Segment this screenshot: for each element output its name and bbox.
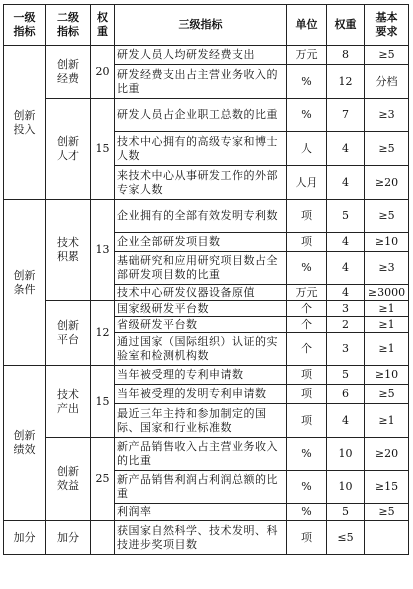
requirement-cell: ≥1 xyxy=(365,301,409,317)
unit-cell: 项 xyxy=(287,200,327,233)
unit-cell: 个 xyxy=(287,333,327,366)
table-row xyxy=(4,99,409,132)
unit-cell: % xyxy=(287,99,327,132)
requirement-cell: ≥20 xyxy=(365,166,409,200)
unit-cell: 项 xyxy=(287,385,327,404)
weight-cell: 4 xyxy=(327,233,365,252)
requirement-cell xyxy=(365,521,409,555)
level2-weight xyxy=(91,521,115,555)
requirement-cell: ≥5 xyxy=(365,46,409,65)
weight-cell: 6 xyxy=(327,385,365,404)
indicator-cell: 来技术中心从事研发工作的外部专家人数 xyxy=(115,166,287,200)
weight-cell: 4 xyxy=(327,404,365,438)
requirement-cell: ≥10 xyxy=(365,366,409,385)
unit-cell: 个 xyxy=(287,301,327,317)
weight-cell: 10 xyxy=(327,438,365,471)
indicator-cell: 当年被受理的专利申请数 xyxy=(115,366,287,385)
header-weight3: 权重 xyxy=(327,5,365,46)
indicator-cell: 企业全部研发项目数 xyxy=(115,233,287,252)
requirement-cell: ≥3 xyxy=(365,99,409,132)
level2-cell: 技术积累 xyxy=(46,200,91,301)
weight-cell: 3 xyxy=(327,333,365,366)
unit-cell: 项 xyxy=(287,404,327,438)
requirement-cell: ≥1 xyxy=(365,404,409,438)
requirement-cell: ≥5 xyxy=(365,132,409,166)
level2-cell: 创新人才 xyxy=(46,99,91,200)
requirement-cell: ≥15 xyxy=(365,471,409,504)
header-level1: 一级指标 xyxy=(4,5,46,46)
level1-cell: 创新投入 xyxy=(4,46,46,200)
level1-cell: 创新条件 xyxy=(4,200,46,366)
indicator-cell: 研发人员占企业职工总数的比重 xyxy=(115,99,287,132)
requirement-cell: ≥3 xyxy=(365,252,409,285)
requirement-cell: ≥1 xyxy=(365,333,409,366)
level1-cell: 加分 xyxy=(4,521,46,555)
unit-cell: 万元 xyxy=(287,46,327,65)
weight-cell: 2 xyxy=(327,317,365,333)
unit-cell: % xyxy=(287,504,327,521)
indicator-table xyxy=(3,4,409,555)
requirement-cell: ≥1 xyxy=(365,317,409,333)
unit-cell: 项 xyxy=(287,233,327,252)
weight-cell: 5 xyxy=(327,504,365,521)
indicator-cell: 最近三年主持和参加制定的国际、国家和行业标准数 xyxy=(115,404,287,438)
header-level2: 二级指标 xyxy=(46,5,91,46)
level2-weight: 12 xyxy=(91,301,115,366)
requirement-cell: ≥5 xyxy=(365,200,409,233)
unit-cell: 人月 xyxy=(287,166,327,200)
indicator-cell: 研发经费支出占主营业务收入的比重 xyxy=(115,65,287,99)
level2-cell: 加分 xyxy=(46,521,91,555)
weight-cell: 10 xyxy=(327,471,365,504)
weight-cell: 4 xyxy=(327,285,365,301)
level2-cell: 创新经费 xyxy=(46,46,91,99)
unit-cell: % xyxy=(287,65,327,99)
table-row xyxy=(4,521,409,555)
indicator-cell: 国家级研发平台数 xyxy=(115,301,287,317)
level1-cell: 创新绩效 xyxy=(4,366,46,521)
indicator-cell: 基础研究和应用研究项目数占全部研发项目数的比重 xyxy=(115,252,287,285)
weight-cell: 8 xyxy=(327,46,365,65)
level2-cell: 技术产出 xyxy=(46,366,91,438)
indicator-cell: 技术中心拥有的高级专家和博士人数 xyxy=(115,132,287,166)
table-row xyxy=(4,301,409,317)
unit-cell: % xyxy=(287,252,327,285)
header-unit: 单位 xyxy=(287,5,327,46)
level2-weight: 13 xyxy=(91,200,115,301)
header-requirement: 基本要求 xyxy=(365,5,409,46)
weight-cell: 12 xyxy=(327,65,365,99)
unit-cell: 项 xyxy=(287,366,327,385)
unit-cell: 项 xyxy=(287,521,327,555)
indicator-cell: 获国家自然科学、技术发明、科技进步奖项目数 xyxy=(115,521,287,555)
indicator-cell: 技术中心研发仪器设备原值 xyxy=(115,285,287,301)
indicator-cell: 通过国家（国际组织）认证的实验室和检测机构数 xyxy=(115,333,287,366)
header-row xyxy=(4,5,409,46)
requirement-cell: ≥10 xyxy=(365,233,409,252)
weight-cell: ≤5 xyxy=(327,521,365,555)
indicator-cell: 当年被受理的发明专利申请数 xyxy=(115,385,287,404)
level2-cell: 创新平台 xyxy=(46,301,91,366)
requirement-cell: 分档 xyxy=(365,65,409,99)
level2-weight: 20 xyxy=(91,46,115,99)
requirement-cell: ≥5 xyxy=(365,504,409,521)
unit-cell: 人 xyxy=(287,132,327,166)
weight-cell: 5 xyxy=(327,366,365,385)
indicator-cell: 新产品销售利润占利润总额的比重 xyxy=(115,471,287,504)
level2-cell: 创新效益 xyxy=(46,438,91,521)
table-row xyxy=(4,438,409,471)
unit-cell: 万元 xyxy=(287,285,327,301)
unit-cell: % xyxy=(287,438,327,471)
requirement-cell: ≥20 xyxy=(365,438,409,471)
weight-cell: 4 xyxy=(327,252,365,285)
weight-cell: 3 xyxy=(327,301,365,317)
unit-cell: 个 xyxy=(287,317,327,333)
table-row xyxy=(4,200,409,233)
table-row xyxy=(4,46,409,65)
level2-weight: 15 xyxy=(91,366,115,438)
header-weight2: 权重 xyxy=(91,5,115,46)
requirement-cell: ≥3000 xyxy=(365,285,409,301)
weight-cell: 5 xyxy=(327,200,365,233)
level2-weight: 15 xyxy=(91,99,115,200)
weight-cell: 4 xyxy=(327,132,365,166)
table-row xyxy=(4,366,409,385)
weight-cell: 7 xyxy=(327,99,365,132)
indicator-cell: 利润率 xyxy=(115,504,287,521)
weight-cell: 4 xyxy=(327,166,365,200)
header-level3: 三级指标 xyxy=(115,5,287,46)
indicator-cell: 企业拥有的全部有效发明专利数 xyxy=(115,200,287,233)
level2-weight: 25 xyxy=(91,438,115,521)
indicator-cell: 新产品销售收入占主营业务收入的比重 xyxy=(115,438,287,471)
indicator-cell: 省级研发平台数 xyxy=(115,317,287,333)
unit-cell: % xyxy=(287,471,327,504)
indicator-cell: 研发人员人均研发经费支出 xyxy=(115,46,287,65)
requirement-cell: ≥5 xyxy=(365,385,409,404)
